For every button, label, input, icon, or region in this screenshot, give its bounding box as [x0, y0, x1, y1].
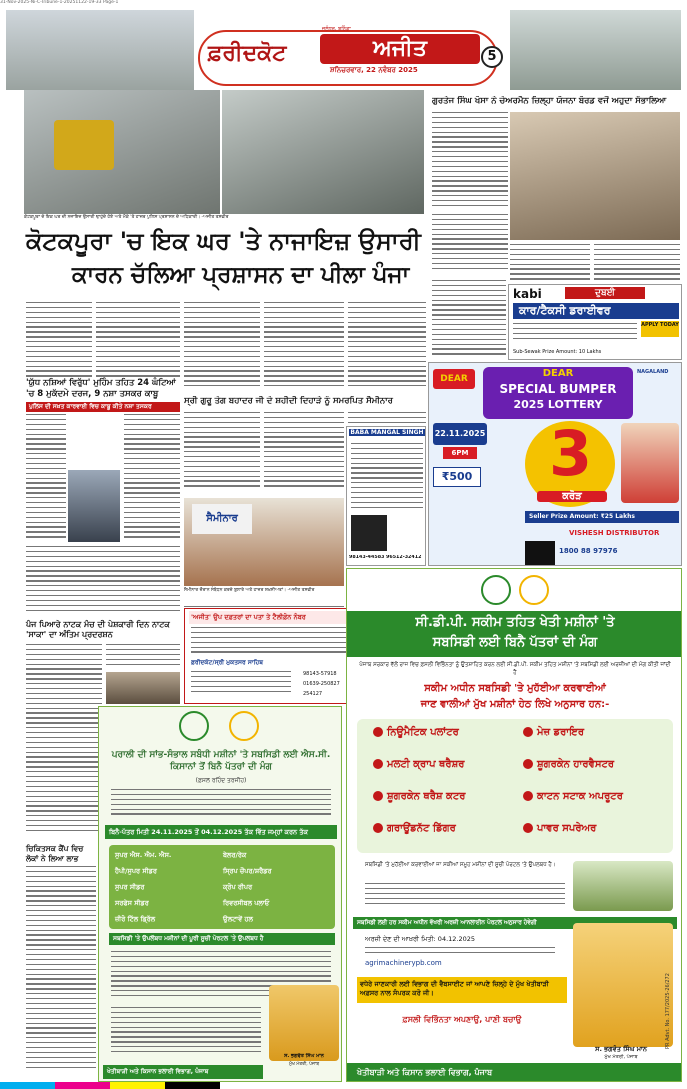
cdp-machine-6 [523, 791, 623, 802]
cdp-machine-3-label: ਮਲਟੀ ਕ੍ਰਾਪ ਥਰੈਸ਼ਰ [387, 759, 465, 770]
dealer-details [351, 443, 423, 513]
ajit-contact-title: 'ਅਜੀਤ' ਉਪ ਦਫ਼ਤਰਾਂ ਦਾ ਪਤਾ ਤੇ ਟੈਲੀਫ਼ੋਨ ਨੰਬਰ [189, 611, 353, 624]
cdp-portal-link[interactable]: agrimachinerypb.com [365, 959, 442, 967]
lottery-title-3: 2025 LOTTERY [513, 398, 603, 411]
lottery-title-1: DEAR [542, 368, 574, 379]
left-col-text-3 [26, 414, 66, 544]
cdp-subsidy-ad [346, 568, 682, 1082]
bullet-icon [373, 759, 383, 769]
top-photo-caption: ਕੋਟਕਪੂਰਾ ਦੇ ਇਕ ਘਰ ਦੀ ਨਜਾਇਜ਼ ਉਸਾਰੀ ਢਾਹੁੰਦੇ ਹੋਏ ਅਤੇ ਮੌਕੇ 'ਤੇ ਹਾਜ਼ਰ ਪੁਲਿਸ ਪ੍ਰਸ਼ਾਸਨ ਦੇ ਅਧਿਕਾਰੀ। -ਅਜੀਤ ਤਸਵੀਰ [24, 215, 229, 220]
cdp-machine-7 [373, 823, 456, 834]
left-col-text-8 [26, 866, 96, 1082]
masthead-date: ਸ਼ਨਿਚਰਵਾਰ, 22 ਨਵੰਬਰ 2025 [330, 66, 418, 74]
cdp-cm-photo [573, 923, 673, 1047]
lottery-state: NAGALAND [637, 369, 669, 375]
left-col-text-7 [106, 644, 180, 670]
top-headline-line1: ਕੋਟਕਪੂਰਾ 'ਚ ਇਕ ਘਰ 'ਤੇ ਨਾਜਾਇਜ਼ ਉਸਾਰੀ [26, 227, 421, 255]
seminar-caption: ਸੈਮੀਨਾਰ ਦੌਰਾਨ ਸੰਬੋਧਨ ਕਰਦੇ ਬੁਲਾਰੇ ਅਤੇ ਹਾਜ਼ਰ ਸ਼ਖ਼ਸੀਅਤਾਂ। -ਅਜੀਤ ਤਸਵੀਰ [184, 588, 315, 593]
mid-text-5 [264, 412, 344, 496]
cdp-field-photo [573, 861, 673, 911]
cdp-subhead-1: ਸਕੀਮ ਅਧੀਨ ਸਬਸਿਡੀ 'ਤੇ ਮੁਹੱਈਆ ਕਰਵਾਈਆਂ [424, 683, 606, 694]
bullet-icon [373, 727, 383, 737]
cdp-machine-1-label: ਨਿਊਮੈਟਿਕ ਪਲਾਂਟਰ [387, 727, 459, 738]
parali-headline: ਪਰਾਲੀ ਦੀ ਸਾਂਭ-ਸੰਭਾਲ ਸਬੰਧੀ ਮਸ਼ੀਨਾਂ 'ਤੇ ਸਬਸਿਡੀ ਲਈ ਐਸ.ਸੀ. ਕਿਸਾਨਾਂ ਤੋਂ ਬਿਨੈ ਪੱਤਰਾਂ ਦੀ ਮੰਗ [111, 750, 331, 772]
cdp-more-info: ਵਧੇਰੇ ਜਾਣਕਾਰੀ ਲਈ ਵਿਭਾਗ ਦੀ ਵੈਬਸਾਈਟ ਜਾਂ ਆਪਣੇ ਜ਼ਿਲ੍ਹੇ ਦੇ ਮੁੱਖ ਖੇਤੀਬਾੜੀ ਅਫ਼ਸਰ ਨਾਲ ਸੰਪਰਕ ਕਰੋ ਜੀ। [357, 977, 567, 1003]
mid-text-3 [348, 302, 426, 394]
lottery-prize-word: ਕਰੋੜ [537, 491, 607, 502]
agri-dept-logo [229, 711, 259, 741]
dealer-name: BABA MANGAL SINGH [350, 429, 424, 436]
kabi-headline: ਕਾਰ/ਟੈਕਸੀ ਡਰਾਈਵਰ [513, 303, 679, 319]
parali-cm-photo [269, 985, 339, 1061]
right-story-text-4 [594, 244, 680, 282]
parali-subnote: (ਫ਼ਸਲ ਰਹਿੰਦ ਤਰਜੀਹ) [195, 777, 247, 784]
lottery-brand: DEAR [433, 369, 475, 389]
police-officer-photo [68, 470, 120, 542]
kabi-details [513, 323, 637, 345]
lottery-qr-code [525, 541, 555, 565]
lottery-distributor: VISHESH DISTRIBUTOR [569, 529, 660, 537]
cdp-intro: ਪੰਜਾਬ ਸਰਕਾਰ ਵੱਲੋਂ ਰਾਜ ਵਿਚ ਫ਼ਸਲੀ ਵਿਭਿੰਨਤਾ ਨੂੰ ਉਤਸ਼ਾਹਿਤ ਕਰਨ ਲਈ ਸੀ.ਡੀ.ਪੀ. ਸਕੀਮ ਤਹਿਤ ਮਸ਼ੀਨਾਂ 'ਤੇ ਸਬਸਿਡੀ ਲਈ ਅਰਜ਼ੀਆਂ ਦੀ ਮੰਗ ਕੀਤੀ ਜਾਂਦੀ ਹੈ [359, 662, 671, 676]
cdp-machine-3 [373, 759, 464, 770]
parali-machine-1: ਸੁਪਰ ਐਸ. ਐਮ. ਐਸ. [115, 851, 172, 859]
cdp-cm-title: ਮੁੱਖ ਮੰਤਰੀ, ਪੰਜਾਬ [604, 1054, 638, 1060]
masthead-landmark-photo-right [510, 10, 681, 90]
right-story-text-5 [432, 280, 506, 360]
cdp-deadline: ਅਰਜ਼ੀ ਦੇਣ ਦੀ ਆਖ਼ਰੀ ਮਿਤੀ: 04.12.2025 [365, 935, 476, 943]
page-number: 5 [481, 46, 503, 68]
kabi-city: ਦੁਬਈ [565, 287, 645, 299]
right-story-text-2 [432, 214, 508, 274]
bullet-icon [523, 791, 533, 801]
baba-mangal-singh-ad [346, 426, 426, 566]
mid-text-1 [184, 302, 260, 394]
drama-photo [106, 672, 180, 704]
cdp-agri-logo [519, 575, 549, 605]
kabi-badge: APPLY TODAY [641, 321, 679, 337]
masthead-paper-name: ਅਜੀਤ [320, 34, 480, 64]
lottery-ticket-price: ₹500 [433, 467, 481, 487]
parali-machine-9: ਰਿਵਰਸੀਬਲ ਪਲਾਓ [223, 899, 270, 907]
cdp-govt-emblem [481, 575, 511, 605]
cdp-note: ਸਬਸਿਡੀ 'ਤੇ ਮੁਹੱਈਆ ਕਰਵਾਈਆਂ ਜਾ ਸਕੀਆਂ ਸਮੂਹ ਮਸ਼ੀਨਾਂ ਦੀ ਸੂਚੀ ਪੋਰਟਲ 'ਤੇ ਉਪਲਬਧ ਹੈ। [365, 862, 556, 868]
ajit-contact-office: ਫ਼ਰੀਦਕੋਟ/ਸ੍ਰੀ ਮੁਕਤਸਰ ਸਾਹਿਬ [191, 659, 263, 666]
parali-machine-7: ਸ੍ਰਿਪ ਚੌਪਰ/ਸ਼ਰੈਡਰ [223, 867, 272, 875]
police-officials-photo [222, 90, 424, 214]
seminar-headline: ਸ੍ਰੀ ਗੁਰੂ ਤੇਗ ਬਹਾਦਰ ਜੀ ਦੇ ਸ਼ਹੀਦੀ ਦਿਹਾੜੇ ਨੂੰ ਸਮਰਪਿਤ ਸੈਮੀਨਾਰ [184, 396, 393, 406]
parali-machine-4: ਸਰਫੇਸ ਸੀਡਰ [115, 899, 149, 907]
cdp-machine-5-label: ਸ਼ੂਗਰਕੇਨ ਥਰੈਸ਼ ਕਟਰ [387, 791, 466, 802]
right-story-text [432, 112, 508, 212]
bullet-icon [373, 823, 383, 833]
drama-headline: ਪੰਜ ਪਿਆਰੇ ਨਾਟਕ ਮੰਚ ਦੀ ਪੇਸ਼ਕਾਰੀ ਦਿਨ ਨਾਟਕ 'ਸਾਕਾ' ਦਾ ਅੰਤਿਮ ਪ੍ਰਦਰਸ਼ਨ [26, 620, 170, 639]
cdp-machine-7-label: ਗਰਾਊਂਡਨੱਟ ਡਿੱਗਰ [387, 823, 456, 834]
cdp-machine-5 [373, 791, 465, 802]
parali-machine-6: ਬੇਲਰ/ਰੇਕ [223, 851, 247, 859]
cdp-machine-1 [373, 727, 459, 738]
masthead-city: ਫ਼ਰੀਦਕੋਟ [208, 40, 287, 66]
parali-intro [111, 789, 331, 819]
parali-closing: ਖੇਤੀਬਾੜੀ ਅਤੇ ਕਿਸਾਨ ਭਲਾਈ ਵਿਭਾਗ, ਪੰਜਾਬ [103, 1065, 263, 1079]
lottery-seller-prize: Seller Prize Amount: ₹25 Lakhs [525, 511, 679, 523]
parali-cm-title: ਮੁੱਖ ਮੰਤਰੀ, ਪੰਜਾਬ [288, 1062, 320, 1067]
cdp-machine-2-label: ਮੇਜ਼ ਡਰਾਇਰ [537, 727, 585, 738]
ajit-contact-box [184, 608, 356, 704]
parali-footer-note: ਸਬਸਿਡੀ 'ਤੇ ਉਪਲੱਬਧ ਮਸ਼ੀਨਾਂ ਦੀ ਪੂਰੀ ਸੂਚੀ ਪੋਰਟਲ 'ਤੇ ਉਪਲਬਧ ਹੈ [109, 933, 335, 945]
kabi-note: Sub-Sewak Prize Amount: 10 Lakhs [513, 349, 602, 355]
cdp-machine-8-label: ਪਾਵਰ ਸਪਰੇਅਰ [537, 823, 597, 834]
cdp-subhead-2: ਜਾਣ ਵਾਲੀਆਂ ਮੁੱਖ ਮਸ਼ੀਨਾਂ ਹੇਠ ਲਿਖੇ ਅਨੁਸਾਰ ਹਨ:- [420, 699, 610, 710]
ajit-contact-addr [191, 671, 291, 699]
cdp-deadline-extra [365, 947, 555, 957]
top-headline-line2: ਕਾਰਨ ਚੱਲਿਆ ਪ੍ਰਸ਼ਾਸਨ ਦਾ ਪੀਲਾ ਪੰਜਾ [72, 262, 410, 288]
dealer-qr-code [351, 515, 387, 551]
lottery-prize-amount: 3 [549, 417, 593, 490]
cdp-ad-number: PR Advt. No. 177/2025-26/272 [665, 973, 671, 1049]
cdp-machine-4 [523, 759, 614, 770]
cdp-machine-6-label: ਕਾਟਨ ਸਟਾਕ ਅਪਰੂਟਰ [537, 791, 623, 802]
lottery-celebrity-photo [621, 423, 679, 503]
parali-machine-3: ਸੁਪਰ ਸੀਡਰ [115, 883, 145, 891]
cdp-machine-2 [523, 727, 584, 738]
cdp-footer: ਖੇਤੀਬਾੜੀ ਅਤੇ ਕਿਸਾਨ ਭਲਾਈ ਵਿਭਾਗ, ਪੰਜਾਬ [347, 1063, 682, 1082]
drugs-red-label: ਪੁਲਿਸ ਦੀ ਸਖ਼ਤ ਕਾਰਵਾਈ ਵਿਚ ਕਾਬੂ ਕੀਤੇ ਨਸ਼ਾ ਤਸਕਰ [26, 402, 180, 412]
parali-dates-banner: ਬਿਨੈ-ਪੱਤਰ ਮਿਤੀ 24.11.2025 ਤੋਂ 04.12.2025 ਤੱਕ ਵਿੱਤ ਜਮ੍ਹਾਂ ਕਰਨ ਤੱਕ [105, 825, 337, 839]
ajit-phone-2: 01639-250827 [303, 681, 340, 687]
left-col-text-5 [26, 546, 180, 618]
cdp-headline-2: ਸਬਸਿਡੀ ਲਈ ਬਿਨੈ ਪੱਤਰਾਂ ਦੀ ਮੰਗ [432, 635, 598, 650]
parali-machine-10: ਉਲਟਾਵੇਂ ਹਲ [223, 915, 253, 923]
oath-ceremony-photo [510, 112, 680, 240]
camp-headline: ਚਿਕਿਤਸਕ ਕੈਂਪ ਵਿਚ ਲੋਕਾਂ ਨੇ ਲਿਆ ਲਾਭ [26, 844, 84, 863]
parali-machine-5: ਜ਼ੀਰੋ ਟਿੱਲ ਡ੍ਰਿੱਲ [115, 915, 156, 923]
mid-text-2 [264, 302, 344, 394]
seminar-photo [184, 498, 344, 586]
lottery-draw-time: 6PM [443, 447, 477, 459]
cdp-slogan: ਫ਼ਸਲੀ ਵਿਭਿੰਨਤਾ ਅਪਣਾਉ, ਪਾਣੀ ਬਚਾਉ [402, 1015, 522, 1024]
parali-cm-name: ਸ. ਭਗਵੰਤ ਸਿੰਘ ਮਾਨ [284, 1053, 324, 1059]
seminar-banner: ਸੈਮੀਨਾਰ [192, 504, 252, 534]
right-story-text-3 [510, 244, 590, 282]
dealer-phone: 98143-44583 96512-32412 [349, 555, 422, 560]
cdp-machine-4-label: ਸ਼ੂਗਰਕੇਨ ਹਾਰਵੈਸਟਰ [537, 759, 615, 770]
parali-subsidy-ad [98, 706, 342, 1082]
lottery-draw-date: 22.11.2025 [433, 423, 487, 445]
dear-lottery-ad [428, 362, 682, 566]
left-col-text-1 [26, 302, 92, 380]
kabi-brand: kabi [513, 287, 542, 301]
masthead-landmark-photo-left [6, 10, 194, 90]
excavator-shape [54, 120, 114, 170]
bullet-icon [523, 727, 533, 737]
parali-conditions [111, 1007, 261, 1059]
ajit-phone-1: 98143-57918 [303, 671, 337, 677]
cdp-cm-name: ਸ. ਭਗਵੰਤ ਸਿੰਘ ਮਾਨ [595, 1045, 647, 1053]
right-story-headline: ਗੁਰਤੇਜ ਸਿੰਘ ਖੋਸਾ ਨੇ ਚੇਅਰਮੈਨ ਜ਼ਿਲ੍ਹਾ ਯੋਜਨਾ ਬੋਰਡ ਵਜੋਂ ਅਹੁਦਾ ਸੰਭਾਲਿਆ [432, 96, 667, 106]
demolition-photo [24, 90, 220, 214]
drugs-campaign-headline: 'ਯੁੱਧ ਨਸ਼ਿਆਂ ਵਿਰੁੱਧ' ਮੁਹਿੰਮ ਤਹਿਤ 24 ਘੰਟਿਆਂ 'ਚ 8 ਮੁਕੱਦਮੇ ਦਰਜ, 9 ਨਸ਼ਾ ਤਸਕਰ ਕਾਬੂ [26, 378, 176, 399]
parali-machine-8: ਕ੍ਰੋਪ ਰੀਪਰ [223, 883, 253, 891]
left-col-text-4 [124, 414, 180, 544]
left-col-text-2 [96, 302, 180, 380]
cdp-machine-8 [523, 823, 596, 834]
bullet-icon [373, 791, 383, 801]
bullet-icon [523, 823, 533, 833]
left-col-text-6 [26, 644, 102, 840]
mid-text-4 [184, 412, 260, 496]
lottery-title-2: SPECIAL BUMPER [499, 382, 617, 396]
cdp-headline-1: ਸੀ.ਡੀ.ਪੀ. ਸਕੀਮ ਤਹਿਤ ਖੇਤੀ ਮਸ਼ੀਨਾਂ 'ਤੇ [415, 615, 615, 630]
parali-machine-2: ਹੈਪੀ/ਸੁਪਰ ਸੀਡਰ [115, 867, 157, 875]
bullet-icon [523, 759, 533, 769]
ajit-contact-text [191, 627, 349, 657]
ajit-phone-3: 254127 [303, 691, 323, 697]
cdp-deadline-title: ਸਬਸਿਡੀ ਲਈ ਹਰ ਸਕੀਮ ਅਧੀਨ ਵੱਖਰੀ ਅਰਜ਼ੀ ਆਨਲਾਈਨ ਪੋਰਟਲ ਅਨੁਸਾਰ ਹੋਵੇਗੀ [353, 917, 677, 929]
parali-machines-right [223, 847, 333, 927]
print-color-strip [0, 1082, 687, 1089]
kabi-dubai-ad [508, 284, 682, 360]
masthead-edition: ਜਲੰਧਰ, ਬਠਿੰਡਾ [322, 26, 351, 32]
cdp-conditions [365, 883, 565, 911]
punjab-govt-emblem [179, 711, 209, 741]
parali-machines-left [115, 847, 215, 927]
print-strip: 31-Nov-2025-Ni-C-Tribune-1-20251122-19-33 Page-1 [0, 0, 119, 5]
lottery-phone: 1800 88 97976 [559, 547, 618, 555]
lottery-title-box [483, 367, 633, 419]
